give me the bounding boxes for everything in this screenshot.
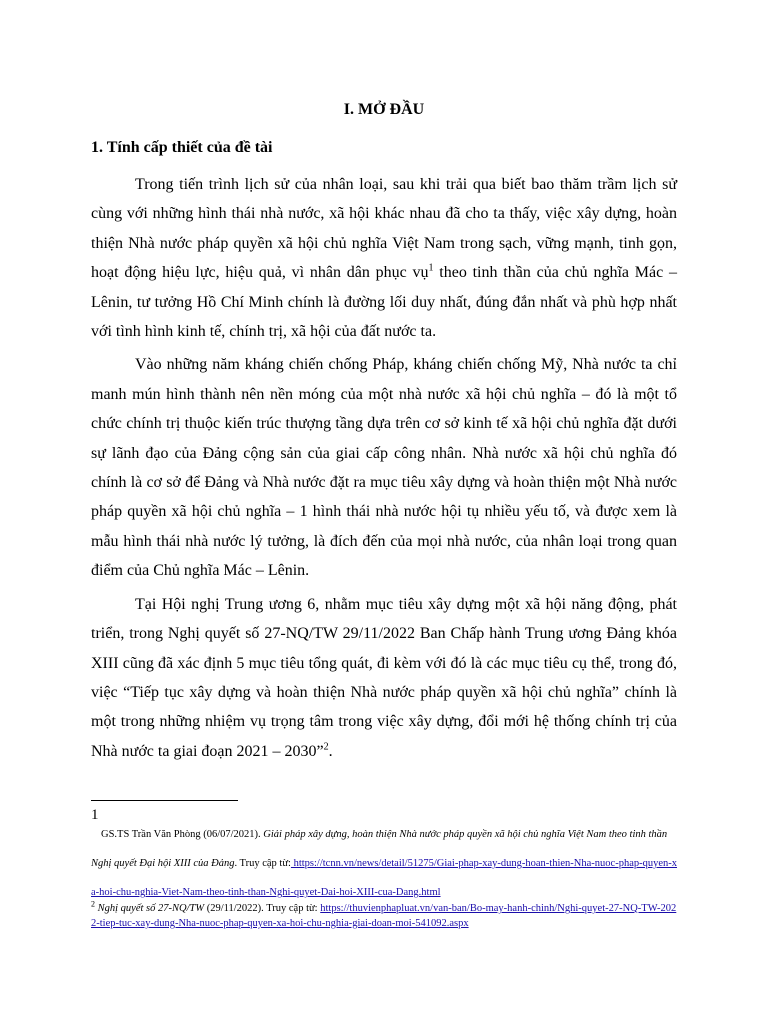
paragraph-3 [91, 590, 677, 766]
footnote-1-access: . Truy cập từ: [234, 858, 291, 869]
body-text [91, 170, 677, 770]
footnote-1-title: Giải pháp xây dựng, hoàn thiện Nhà nước pháp quyền xã hội chủ nghĩa Việt Nam theo tinh thần Nghị quyết Đại hội XIII của Đảng [91, 829, 668, 869]
footnote-2-link[interactable]: https://thuvienphapluat.vn/van-ban/Bo-may-hanh-chinh/Nghi-quyet-27-NQ-TW-2022-tiep-tuc-xay-dung-Nha-nuoc-phap-quyen-xa-hoi-chu-nghia-giai-doan-moi-541092.aspx [91, 903, 677, 929]
footnote-1 [91, 820, 677, 907]
footnote-2-number: 2 [91, 899, 95, 909]
paragraph-3-text-b: . [328, 742, 333, 760]
footnote-2-title: Nghị quyết số 27-NQ/TW [97, 903, 205, 914]
footnote-ref-2[interactable]: 2 [323, 741, 329, 753]
footnote-2 [91, 901, 677, 931]
paragraph-3-text-a: Tại Hội nghị Trung ương 6, nhằm mục tiêu xây dựng một xã hội năng động, phát triển, trong Nghị quyết số 27-NQ/TW 29/11/2022 Ban Chấp hành Trung ương Đảng khóa XIII cũng đã xác định 5 mục tiêu tổng quát, đi kèm với đó là các mục tiêu cụ thể, trong đó, việc “Tiếp tục xây dựng và hoàn thiện Nhà nước pháp quyền xã hội chủ nghĩa” chính là một trong những nhiệm vụ trọng tâm trong việc xây dựng, đổi mới hệ thống chính trị của Nhà nước ta giai đoạn 2021 – 2030” [91, 595, 677, 760]
paragraph-2: Vào những năm kháng chiến chống Pháp, kháng chiến chống Mỹ, Nhà nước ta chỉ manh mún hình thành nên nền móng của một nhà nước xã hội chủ nghĩa – đó là một tổ chức chính trị thuộc kiến trúc thượng tầng dựa trên cơ sở kinh tế xã hội chủ nghĩa đặt dưới sự lãnh đạo của Đảng cộng sản của giai cấp công nhân. Nhà nước xã hội chủ nghĩa đó chính là cơ sở để Đảng và Nhà nước đặt ra mục tiêu xây dựng và hoàn thiện một Nhà nước pháp quyền xã hội chủ nghĩa – 1 hình thái nhà nước hội tụ nhiều yếu tố, và được xem là mẫu hình thái nhà nước lý tưởng, là đích đến của mọi nhà nước, của nhân loại trong quan điểm của Chủ nghĩa Mác – Lênin. [91, 356, 677, 580]
footnote-1-link[interactable]: https://tcnn.vn/news/detail/51275/Giai-phap-xay-dung-hoan-thien-Nha-nuoc-phap-quyen-xa-hoi-chu-nghia-Viet-Nam-theo-tinh-than-Nghi-quyet-Dai-hoi-XIII-cua-Dang.html [91, 858, 678, 898]
footnote-1-author: GS.TS Trần Văn Phòng (06/07/2021). [101, 829, 264, 840]
footnote-2-date-access: (29/11/2022). Truy cập từ: [204, 903, 321, 914]
footnote-1-number: 1 [91, 807, 99, 823]
section-heading: I. MỞ ĐẦU [343, 101, 425, 118]
paragraph-1-text-b: theo tinh thần của chủ nghĩa Mác – Lênin, tư tưởng Hồ Chí Minh chính là đường lối duy nhất, đúng đắn nhất và phù hợp nhất với tình hình kinh tế, chính trị, xã hội của đất nước ta. [91, 264, 677, 341]
paragraph-1-text-a: Trong tiến trình lịch sử của nhân loại, sau khi trải qua biết bao thăm trầm lịch sử cùng với những hình thái nhà nước, xã hội khác nhau đã cho ta thấy, việc xây dựng, hoàn thiện Nhà nước pháp quyền xã hội chủ nghĩa Việt Nam trong sạch, vững mạnh, tinh gọn, hoạt động hiệu lực, hiệu quả, vì nhân dân phục vụ [91, 176, 677, 282]
subsection-heading: 1. Tính cấp thiết của đề tài [91, 139, 273, 156]
paragraph-1 [91, 170, 677, 346]
footnote-ref-1[interactable]: 1 [428, 262, 434, 274]
footnote-separator [91, 800, 238, 801]
